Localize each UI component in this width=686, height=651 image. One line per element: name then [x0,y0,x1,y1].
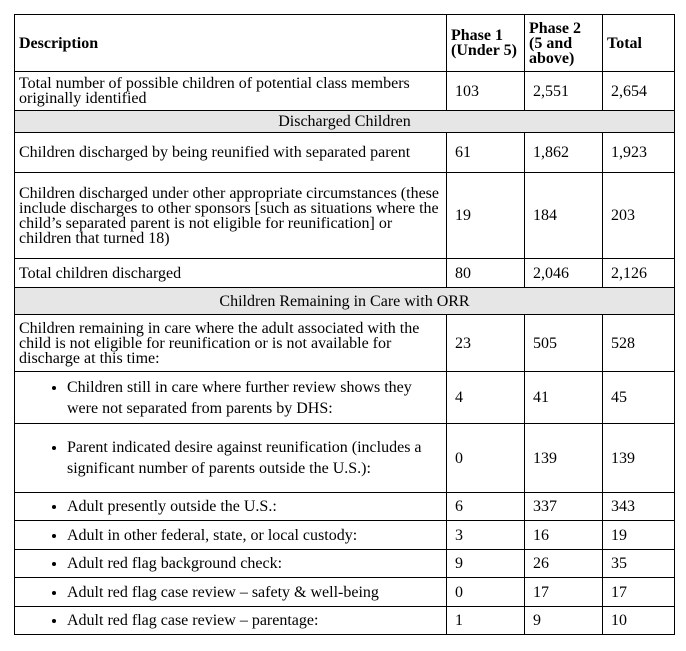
row-description [15,607,447,635]
table-row [15,578,675,607]
table-row [15,315,675,372]
phase2-value: 26 [525,550,603,578]
header-row [15,15,675,72]
table-row [15,521,675,550]
row-description: Children remaining in care where the adult associated with the child is not eligible for reunification or is not available for discharge at this time: [15,315,447,372]
bullet-item: • Parent indicated desire against reunification (includes a significant number of parents outside the U.S.): [67,437,442,479]
total-value: 17 [603,578,675,607]
row-description [15,578,447,607]
table-row [15,607,675,635]
phase1-value: 6 [447,493,525,521]
total-value: 2,654 [603,72,675,111]
row-description: Children discharged by being reunified with separated parent [15,133,447,173]
phase2-value: 2,551 [525,72,603,111]
bullet-item: • Adult red flag background check: [67,553,442,574]
total-value: 343 [603,493,675,521]
phase1-value: 0 [447,424,525,493]
phase1-value: 23 [447,315,525,372]
table-row [15,72,675,111]
table-row [15,493,675,521]
total-value: 528 [603,315,675,372]
phase2-value: 184 [525,173,603,259]
row-description [15,424,447,493]
phase1-value: 0 [447,578,525,607]
row-description [15,493,447,521]
reunification-table [14,14,675,635]
bullet-item: • Adult red flag case review – parentage: [67,610,442,631]
section-title: Children Remaining in Care with ORR [15,288,675,315]
table-row [15,550,675,578]
phase2-value: 1,862 [525,133,603,173]
bullet-item: • Children still in care where further review shows they were not separated from parents by DHS: [67,377,442,419]
phase2-value: 337 [525,493,603,521]
phase2-value: 9 [525,607,603,635]
total-value: 45 [603,372,675,424]
row-description: Total children discharged [15,259,447,288]
table-row [15,259,675,288]
phase1-value: 61 [447,133,525,173]
row-description [15,372,447,424]
section-header-remaining [15,288,675,315]
total-value: 1,923 [603,133,675,173]
row-description [15,521,447,550]
table-row [15,133,675,173]
row-description [15,550,447,578]
phase1-value: 3 [447,521,525,550]
header-total: Total [603,15,675,72]
phase1-value: 19 [447,173,525,259]
table-row [15,372,675,424]
total-value: 10 [603,607,675,635]
phase2-value: 505 [525,315,603,372]
phase1-value: 4 [447,372,525,424]
row-description: Total number of possible children of potential class members originally identified [15,72,447,111]
phase2-value: 16 [525,521,603,550]
phase2-value: 17 [525,578,603,607]
total-value: 19 [603,521,675,550]
phase1-value: 80 [447,259,525,288]
header-phase1: Phase 1 (Under 5) [447,15,525,72]
phase2-value: 41 [525,372,603,424]
total-value: 35 [603,550,675,578]
total-value: 203 [603,173,675,259]
phase1-value: 9 [447,550,525,578]
bullet-item: • Adult in other federal, state, or local custody: [67,525,442,546]
total-value: 2,126 [603,259,675,288]
phase2-value: 139 [525,424,603,493]
section-title: Discharged Children [15,111,675,133]
phase1-value: 1 [447,607,525,635]
bullet-item: • Adult presently outside the U.S.: [67,496,442,517]
row-description: Children discharged under other appropriate circumstances (these include discharges to other sponsors [such as situations where the child’s separated parent is not eligible for reunification] or children that turned 18) [15,173,447,259]
table-row [15,173,675,259]
header-description: Description [15,15,447,72]
table-row [15,424,675,493]
section-header-discharged [15,111,675,133]
bullet-item: • Adult red flag case review – safety & well-being [67,582,442,603]
header-phase2: Phase 2 (5 and above) [525,15,603,72]
phase2-value: 2,046 [525,259,603,288]
phase1-value: 103 [447,72,525,111]
total-value: 139 [603,424,675,493]
